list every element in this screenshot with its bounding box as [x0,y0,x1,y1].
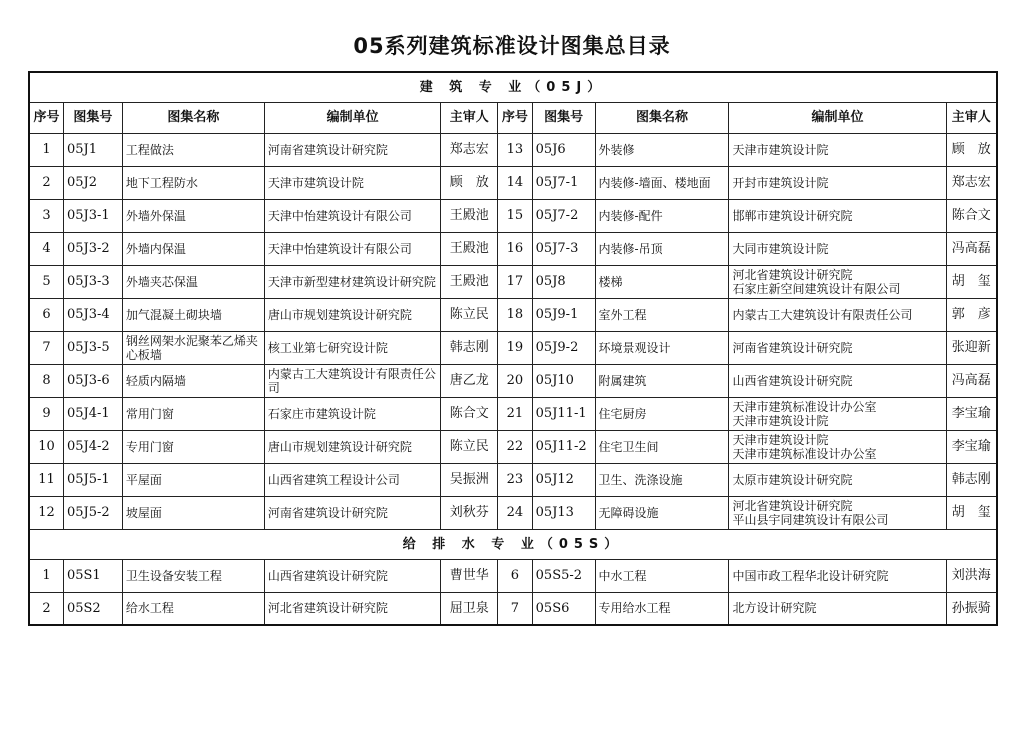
name-cell: 轻质内隔墙 [122,364,264,397]
seq-cell: 19 [498,331,532,364]
unit-cell: 内蒙古工大建筑设计有限责任公司 [729,298,946,331]
code-cell: 05J3-6 [63,364,122,397]
section-header-geipaishui [29,529,997,559]
seq-cell: 20 [498,364,532,397]
code-cell: 05J1 [63,133,122,166]
table-row [29,166,997,199]
reviewer-cell: 王殿池 [441,199,498,232]
code-cell: 05J9-2 [532,331,595,364]
name-cell: 工程做法 [122,133,264,166]
code-cell: 05J11-2 [532,430,595,463]
reviewer-cell: 陈合文 [441,397,498,430]
reviewer-cell: 郑志宏 [441,133,498,166]
table-row [29,331,997,364]
unit-cell: 天津中怡建筑设计有限公司 [264,232,441,265]
table-row [29,559,997,592]
reviewer-cell: 吴振洲 [441,463,498,496]
name-cell: 卫生设备安装工程 [122,559,264,592]
cell-line: 河北省建筑设计研究院 [732,498,853,513]
cell-line: 天津市建筑设计院 [732,413,829,428]
table-row [29,463,997,496]
code-header: 图集号 [532,102,595,133]
code-cell: 05J3-2 [63,232,122,265]
seq-cell: 5 [29,265,63,298]
reviewer-cell: 张迎新 [946,331,997,364]
code-cell: 05J2 [63,166,122,199]
table-row [29,265,997,298]
reviewer-cell: 王殿池 [441,232,498,265]
seq-cell: 4 [29,232,63,265]
code-cell: 05J5-1 [63,463,122,496]
unit-cell: 内蒙古工大建筑设计有限责任公司 [264,364,441,397]
code-cell: 05J13 [532,496,595,529]
unit-cell: 山西省建筑设计研究院 [729,364,946,397]
name-cell: 钢丝网架水泥聚苯乙烯夹心板墙 [122,331,264,364]
unit-cell: 北方设计研究院 [729,592,946,625]
seq-cell: 12 [29,496,63,529]
reviewer-cell: 韩志刚 [946,463,997,496]
section-header-jianzhu [29,72,997,102]
reviewer-cell: 冯高磊 [946,232,997,265]
seq-cell: 7 [29,331,63,364]
code-cell: 05J5-2 [63,496,122,529]
unit-cell: 唐山市规划建筑设计研究院 [264,298,441,331]
unit-cell: 天津市建筑设计院 [264,166,441,199]
unit-cell: 河南省建筑设计研究院 [264,496,441,529]
reviewer-cell: 刘秋芬 [441,496,498,529]
seq-cell: 21 [498,397,532,430]
name-cell: 外墙外保温 [122,199,264,232]
table-row [29,199,997,232]
seq-cell: 13 [498,133,532,166]
table-row [29,133,997,166]
name-cell: 外装修 [595,133,729,166]
unit-cell: 石家庄市建筑设计院 [264,397,441,430]
reviewer-cell: 胡 玺 [946,496,997,529]
reviewer-cell: 王殿池 [441,265,498,298]
reviewer-cell: 李宝瑜 [946,397,997,430]
unit-cell: 大同市建筑设计院 [729,232,946,265]
reviewer-cell: 郑志宏 [946,166,997,199]
unit-header: 编制单位 [729,102,946,133]
code-cell: 05J3-3 [63,265,122,298]
name-cell: 无障碍设施 [595,496,729,529]
code-cell: 05J3-4 [63,298,122,331]
code-cell: 05J4-1 [63,397,122,430]
reviewer-cell: 郭 彦 [946,298,997,331]
table-row [29,496,997,529]
seq-cell: 24 [498,496,532,529]
code-cell: 05S1 [63,559,122,592]
code-cell: 05J11-1 [532,397,595,430]
name-header: 图集名称 [122,102,264,133]
cell-line: 平山县宇同建筑设计有限公司 [732,512,889,527]
name-cell: 内装修-吊顶 [595,232,729,265]
reviewer-header: 主审人 [441,102,498,133]
unit-cell: 河南省建筑设计研究院 [729,331,946,364]
table-row [29,397,997,430]
code-cell: 05J7-1 [532,166,595,199]
name-cell: 专用给水工程 [595,592,729,625]
catalog-table [28,71,998,626]
reviewer-cell: 陈立民 [441,430,498,463]
section-title: 建 筑 专 业（05J） [29,72,997,102]
seq-cell: 1 [29,133,63,166]
unit-cell: 天津市建筑设计院 [729,133,946,166]
unit-cell [729,430,946,463]
unit-cell: 河北省建筑设计研究院 [264,592,441,625]
name-cell: 常用门窗 [122,397,264,430]
reviewer-cell: 陈合文 [946,199,997,232]
seq-cell: 7 [498,592,532,625]
reviewer-cell: 屈卫泉 [441,592,498,625]
unit-cell [729,397,946,430]
code-cell: 05J9-1 [532,298,595,331]
seq-cell: 11 [29,463,63,496]
name-cell: 给水工程 [122,592,264,625]
code-cell: 05S2 [63,592,122,625]
unit-cell [729,265,946,298]
reviewer-cell: 陈立民 [441,298,498,331]
code-cell: 05J7-2 [532,199,595,232]
name-cell: 室外工程 [595,298,729,331]
seq-cell: 8 [29,364,63,397]
seq-cell: 14 [498,166,532,199]
unit-cell: 天津市新型建材建筑设计研究院 [264,265,441,298]
code-header: 图集号 [63,102,122,133]
seq-cell: 2 [29,166,63,199]
unit-cell: 河南省建筑设计研究院 [264,133,441,166]
seq-cell: 10 [29,430,63,463]
column-header-row [29,102,997,133]
unit-cell: 开封市建筑设计院 [729,166,946,199]
seq-cell: 23 [498,463,532,496]
name-cell: 中水工程 [595,559,729,592]
unit-cell: 中国市政工程华北设计研究院 [729,559,946,592]
page-title: 05系列建筑标准设计图集总目录 [353,34,671,58]
reviewer-header: 主审人 [946,102,997,133]
cell-line: 天津市建筑标准设计办公室 [732,446,877,461]
seq-cell: 18 [498,298,532,331]
table-body [29,72,997,625]
code-cell: 05S5-2 [532,559,595,592]
seq-cell: 16 [498,232,532,265]
unit-header: 编制单位 [264,102,441,133]
reviewer-cell: 李宝瑜 [946,430,997,463]
seq-cell: 15 [498,199,532,232]
reviewer-cell: 唐乙龙 [441,364,498,397]
code-cell: 05J8 [532,265,595,298]
unit-cell: 山西省建筑工程设计公司 [264,463,441,496]
seq-cell: 6 [29,298,63,331]
name-cell: 加气混凝土砌块墙 [122,298,264,331]
seq-cell: 2 [29,592,63,625]
name-cell: 外墙内保温 [122,232,264,265]
table-row [29,430,997,463]
name-cell: 附属建筑 [595,364,729,397]
table-row [29,298,997,331]
unit-cell: 山西省建筑设计研究院 [264,559,441,592]
code-cell: 05J3-1 [63,199,122,232]
reviewer-cell: 冯高磊 [946,364,997,397]
unit-cell: 邯郸市建筑设计研究院 [729,199,946,232]
cell-line: 天津市建筑标准设计办公室 [732,399,877,414]
table-row [29,364,997,397]
seq-header: 序号 [498,102,532,133]
code-cell: 05J7-3 [532,232,595,265]
unit-cell: 核工业第七研究设计院 [264,331,441,364]
reviewer-cell: 曹世华 [441,559,498,592]
name-cell: 地下工程防水 [122,166,264,199]
seq-cell: 6 [498,559,532,592]
name-cell: 坡屋面 [122,496,264,529]
unit-cell: 天津中怡建筑设计有限公司 [264,199,441,232]
name-cell: 楼梯 [595,265,729,298]
unit-cell: 唐山市规划建筑设计研究院 [264,430,441,463]
reviewer-cell: 孙振骑 [946,592,997,625]
name-cell: 平屋面 [122,463,264,496]
seq-cell: 22 [498,430,532,463]
cell-line: 河北省建筑设计研究院 [732,267,853,282]
name-cell: 内装修-墙面、楼地面 [595,166,729,199]
reviewer-cell: 刘洪海 [946,559,997,592]
name-header: 图集名称 [595,102,729,133]
section-title: 给 排 水 专 业（05S） [29,529,997,559]
seq-cell: 17 [498,265,532,298]
cell-line: 天津市建筑设计院 [732,432,829,447]
code-cell: 05J6 [532,133,595,166]
cell-line: 石家庄新空间建筑设计有限公司 [732,281,901,296]
unit-cell [729,496,946,529]
reviewer-cell: 韩志刚 [441,331,498,364]
code-cell: 05J10 [532,364,595,397]
table-row [29,232,997,265]
reviewer-cell: 顾 放 [946,133,997,166]
name-cell: 住宅厨房 [595,397,729,430]
code-cell: 05J12 [532,463,595,496]
table-row [29,592,997,625]
seq-header: 序号 [29,102,63,133]
reviewer-cell: 胡 玺 [946,265,997,298]
name-cell: 内装修-配件 [595,199,729,232]
name-cell: 卫生、洗涤设施 [595,463,729,496]
seq-cell: 9 [29,397,63,430]
name-cell: 住宅卫生间 [595,430,729,463]
seq-cell: 3 [29,199,63,232]
reviewer-cell: 顾 放 [441,166,498,199]
seq-cell: 1 [29,559,63,592]
code-cell: 05J4-2 [63,430,122,463]
name-cell: 专用门窗 [122,430,264,463]
code-cell: 05J3-5 [63,331,122,364]
unit-cell: 太原市建筑设计研究院 [729,463,946,496]
name-cell: 环境景观设计 [595,331,729,364]
code-cell: 05S6 [532,592,595,625]
name-cell: 外墙夹芯保温 [122,265,264,298]
